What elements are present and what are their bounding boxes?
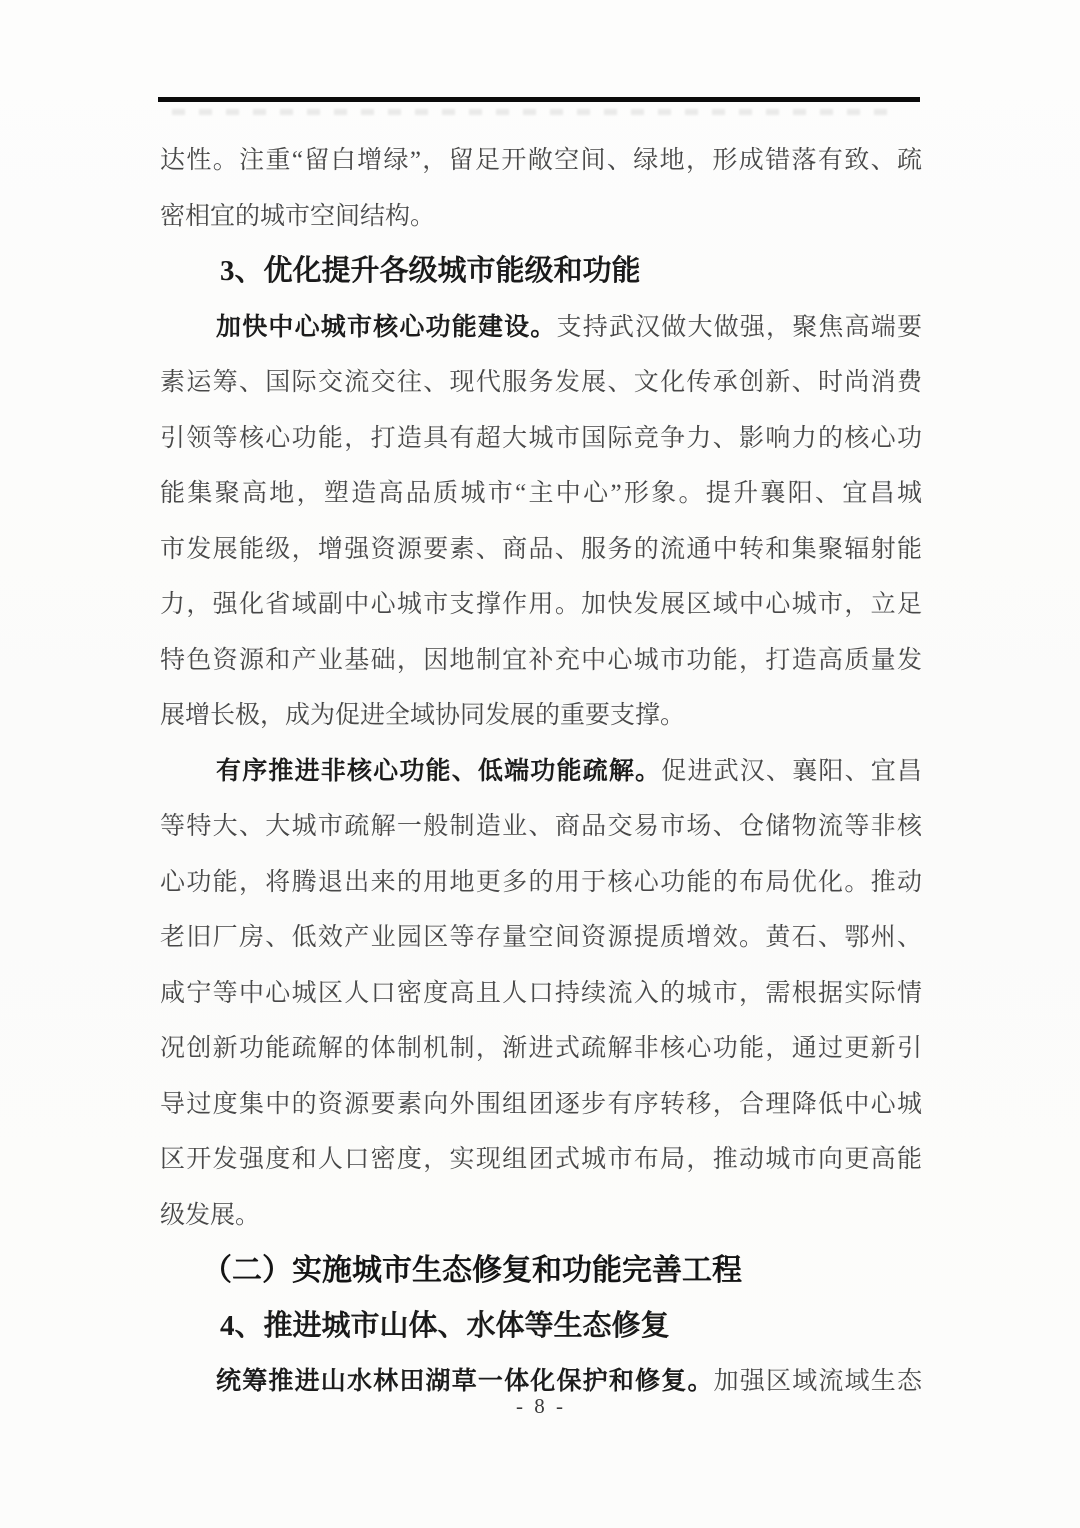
- bold-lead-text: 统筹推进山水林田湖草一体化保护和修复。: [216, 1368, 714, 1395]
- body-text-line: 展增长极，成为促进全域协同发展的重要支撑。: [160, 702, 686, 729]
- page-number: - 8 -: [516, 1394, 566, 1418]
- body-text-line: 咸宁等中心城区人口密度高且人口持续流入的城市，需根据实际情: [160, 979, 922, 1007]
- body-text-line: 导过度集中的资源要素向外围组团逐步有序转移，合理降低中心城: [160, 1090, 922, 1118]
- numbered-heading: 3、优化提升各级城市能级和功能: [220, 255, 641, 287]
- bold-lead-text: 有序推进非核心功能、低端功能疏解。: [216, 757, 662, 785]
- body-text-line: 区开发强度和人口密度，实现组团式城市布局，推动城市向更高能: [160, 1146, 922, 1173]
- body-text-line: 力，强化省域副中心城市支撑作用。加快发展区域中心城市，立足: [160, 591, 922, 618]
- body-text-line: 况创新功能疏解的体制机制，渐进式疏解非核心功能，通过更新引: [160, 1035, 922, 1062]
- bold-lead-text: 加快中心城市核心功能建设。: [216, 313, 557, 341]
- body-text-line: 市发展能级，增强资源要素、商品、服务的流通中转和集聚辐射能: [160, 535, 922, 563]
- body-text-line: 密相宜的城市空间结构。: [160, 202, 436, 230]
- body-text-line: 引领等核心功能，打造具有超大城市国际竞争力、影响力的核心功: [160, 424, 922, 452]
- body-text-line: 等特大、大城市疏解一般制造业、商品交易市场、仓储物流等非核: [160, 813, 922, 840]
- header-rule: [158, 97, 920, 102]
- section-heading: （二）实施城市生态修复和功能完善工程: [202, 1254, 742, 1287]
- body-text-line: 心功能，将腾退出来的用地更多的用于核心功能的布局优化。推动: [160, 868, 922, 896]
- numbered-heading: 4、推进城市山体、水体等生态修复: [220, 1309, 670, 1342]
- body-text-line: 素运筹、国际交流交往、现代服务发展、文化传承创新、时尚消费: [160, 369, 922, 396]
- body-text-line: 能集聚高地，塑造高品质城市“主中心”形象。提升襄阳、宜昌城: [160, 480, 922, 507]
- body-text-line: 达性。注重“留白增绿”，留足开敞空间、绿地，形成错落有致、疏: [160, 147, 922, 174]
- bleedthrough-artifact: [172, 109, 898, 115]
- body-text-line: 统筹推进山水林田湖草一体化保护和修复。加强区域流域生态: [216, 1368, 922, 1395]
- body-text-line: 特色资源和产业基础，因地制宜补充中心城市功能，打造高质量发: [160, 646, 922, 674]
- body-text-line: 加快中心城市核心功能建设。支持武汉做大做强，聚焦高端要: [216, 313, 922, 341]
- text-column: [160, 133, 922, 1410]
- body-text-line: 有序推进非核心功能、低端功能疏解。促进武汉、襄阳、宜昌: [216, 757, 922, 785]
- body-text-line: 老旧厂房、低效产业园区等存量空间资源提质增效。黄石、鄂州、: [160, 924, 922, 951]
- body-text-line: 级发展。: [160, 1201, 261, 1229]
